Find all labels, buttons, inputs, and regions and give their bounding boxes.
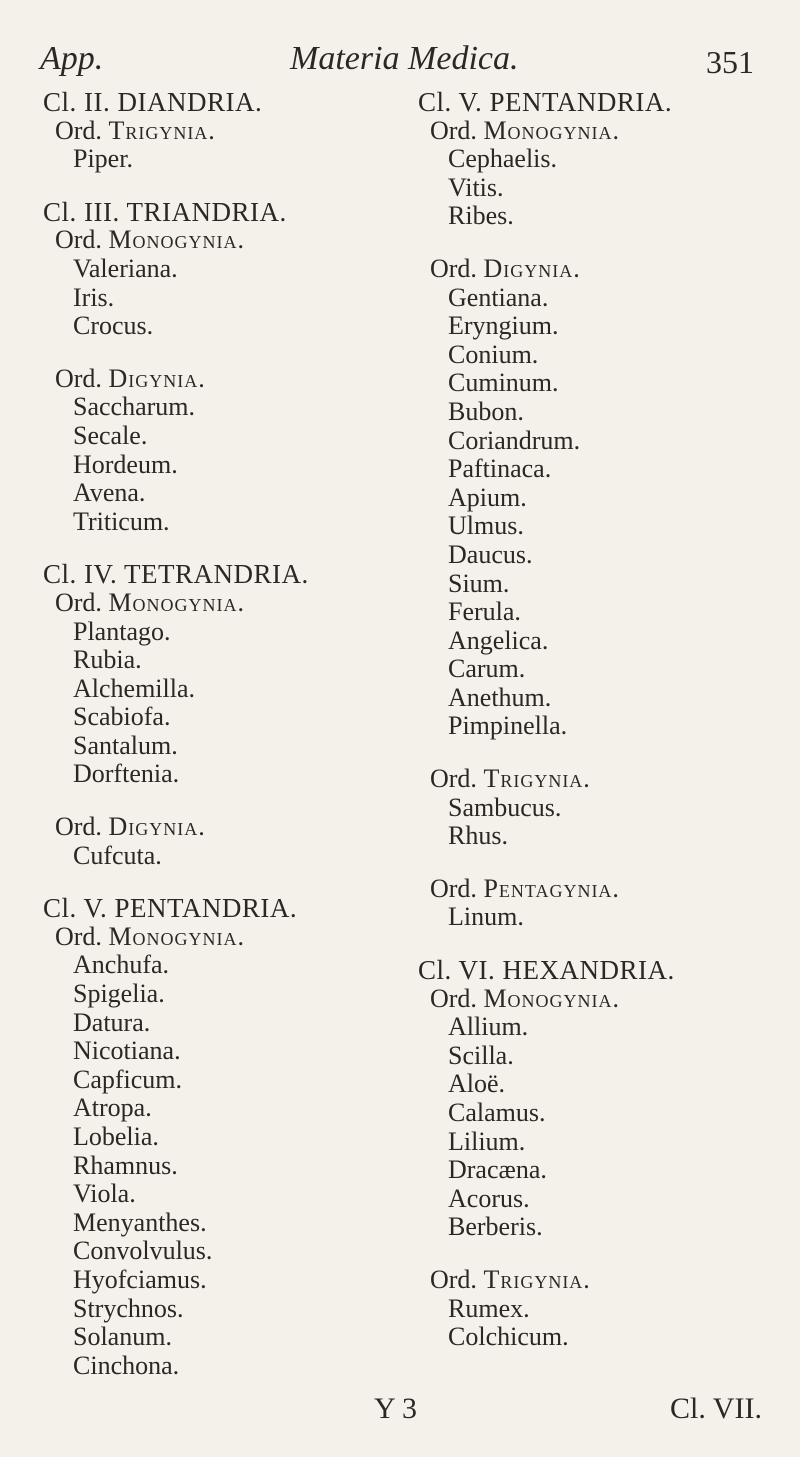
genus-entry: Cuminum. bbox=[448, 368, 559, 398]
genus-entry: Rhus. bbox=[448, 821, 508, 851]
signature-mark: Y 3 bbox=[374, 1392, 418, 1425]
genus-entry: Cephaelis. bbox=[448, 144, 558, 174]
genus-entry: Cufcuta. bbox=[73, 840, 162, 870]
genus-entry: Piper. bbox=[73, 144, 133, 174]
genus-entry: Viola. bbox=[73, 1179, 136, 1209]
genus-entry: Atropa. bbox=[73, 1093, 152, 1123]
order-heading: Ord. Trigynia. bbox=[55, 115, 216, 145]
running-head bbox=[0, 40, 800, 90]
genus-entry: Ulmus. bbox=[448, 511, 524, 541]
genus-entry: Paftinaca. bbox=[448, 454, 552, 484]
genus-entry: Dracæna. bbox=[448, 1155, 547, 1185]
order-heading: Ord. Digynia. bbox=[55, 363, 206, 393]
genus-entry: Ferula. bbox=[448, 597, 521, 627]
page-footer bbox=[0, 1392, 800, 1432]
order-heading: Ord. Monogynia. bbox=[430, 115, 621, 145]
genus-entry: Carum. bbox=[448, 654, 526, 684]
genus-entry: Calamus. bbox=[448, 1098, 546, 1127]
genus-entry: Datura. bbox=[73, 1007, 151, 1037]
genus-entry: Coriandrum. bbox=[448, 425, 581, 455]
genus-entry: Alchemilla. bbox=[73, 673, 196, 703]
catchword: Cl. VII. bbox=[670, 1392, 762, 1425]
class-heading: Cl. II. DIANDRIA. bbox=[43, 87, 263, 117]
class-heading: Cl. V. PENTANDRIA. bbox=[43, 893, 298, 924]
order-heading: Ord. Digynia. bbox=[55, 812, 206, 842]
genus-entry: Ribes. bbox=[448, 201, 514, 231]
order-heading: Ord. Monogynia. bbox=[430, 983, 621, 1013]
genus-entry: Santalum. bbox=[73, 730, 178, 760]
left-column bbox=[43, 88, 373, 1380]
order-heading: Ord. Monogynia. bbox=[55, 587, 246, 617]
genus-entry: Linum. bbox=[448, 902, 524, 932]
genus-entry: Valeriana. bbox=[73, 253, 178, 283]
genus-entry: Conium. bbox=[448, 339, 539, 369]
genus-entry: Dorftenia. bbox=[73, 759, 180, 789]
genus-entry: Anethum. bbox=[448, 682, 552, 712]
genus-entry: Anchufa. bbox=[73, 950, 170, 980]
genus-entry: Triticum. bbox=[73, 506, 170, 536]
genus-entry: Hordeum. bbox=[73, 449, 178, 479]
genus-entry: Convolvulus. bbox=[73, 1236, 213, 1266]
order-heading: Ord. Digynia. bbox=[430, 253, 581, 283]
genus-entry: Vitis. bbox=[448, 172, 504, 202]
order-heading: Ord. Monogynia. bbox=[55, 921, 246, 951]
genus-entry: Acorus. bbox=[448, 1183, 530, 1213]
genus-entry: Lilium. bbox=[448, 1126, 526, 1156]
page-number: 351 bbox=[706, 44, 754, 80]
genus-entry: Lobelia. bbox=[73, 1122, 159, 1151]
order-heading: Ord. Pentagynia. bbox=[430, 873, 620, 903]
genus-entry: Scilla. bbox=[448, 1040, 514, 1070]
genus-entry: Gentiana. bbox=[448, 282, 549, 312]
genus-entry: Berberis. bbox=[448, 1212, 543, 1242]
genus-entry: Rhamnus. bbox=[73, 1150, 178, 1180]
genus-entry: Crocus. bbox=[73, 311, 154, 341]
genus-entry: Pimpinella. bbox=[448, 711, 568, 741]
genus-entry: Colchicum. bbox=[448, 1322, 569, 1352]
header-left: App. bbox=[40, 40, 104, 77]
genus-entry: Sium. bbox=[448, 568, 510, 598]
genus-entry: Saccharum. bbox=[73, 392, 196, 422]
genus-entry: Spigelia. bbox=[73, 979, 165, 1009]
genus-entry: Aloë. bbox=[448, 1069, 506, 1099]
genus-entry: Eryngium. bbox=[448, 311, 559, 341]
order-heading: Ord. Trigynia. bbox=[430, 1264, 591, 1294]
right-column bbox=[418, 88, 768, 1352]
genus-entry: Menyanthes. bbox=[73, 1207, 207, 1237]
order-heading: Ord. Trigynia. bbox=[430, 764, 591, 794]
genus-entry: Angelica. bbox=[448, 625, 549, 655]
genus-entry: Nicotiana. bbox=[73, 1036, 181, 1066]
genus-entry: Solanum. bbox=[73, 1322, 172, 1352]
genus-entry: Plantago. bbox=[73, 616, 171, 646]
order-heading: Ord. Monogynia. bbox=[55, 225, 246, 255]
genus-entry: Rumex. bbox=[448, 1293, 530, 1323]
class-heading: Cl. IV. TETRANDRIA. bbox=[43, 559, 309, 590]
genus-entry: Rubia. bbox=[73, 645, 142, 675]
genus-entry: Secale. bbox=[73, 420, 148, 450]
class-heading: Cl. V. PENTANDRIA. bbox=[418, 87, 673, 117]
genus-entry: Scabiofa. bbox=[73, 702, 171, 732]
genus-entry: Iris. bbox=[73, 282, 115, 312]
header-title: Materia Medica. bbox=[290, 40, 519, 77]
genus-entry: Bubon. bbox=[448, 396, 524, 426]
genus-entry: Cinchona. bbox=[73, 1350, 180, 1380]
genus-entry: Strychnos. bbox=[73, 1293, 184, 1323]
genus-entry: Sambucus. bbox=[448, 792, 562, 822]
genus-entry: Allium. bbox=[448, 1012, 529, 1042]
genus-entry: Avena. bbox=[73, 478, 146, 508]
class-heading: Cl. VI. HEXANDRIA. bbox=[418, 955, 675, 986]
genus-entry: Capficum. bbox=[73, 1064, 183, 1094]
genus-entry: Apium. bbox=[448, 482, 527, 512]
class-heading: Cl. III. TRIANDRIA. bbox=[43, 196, 287, 227]
genus-entry: Hyofciamus. bbox=[73, 1264, 207, 1294]
genus-entry: Daucus. bbox=[448, 539, 533, 569]
